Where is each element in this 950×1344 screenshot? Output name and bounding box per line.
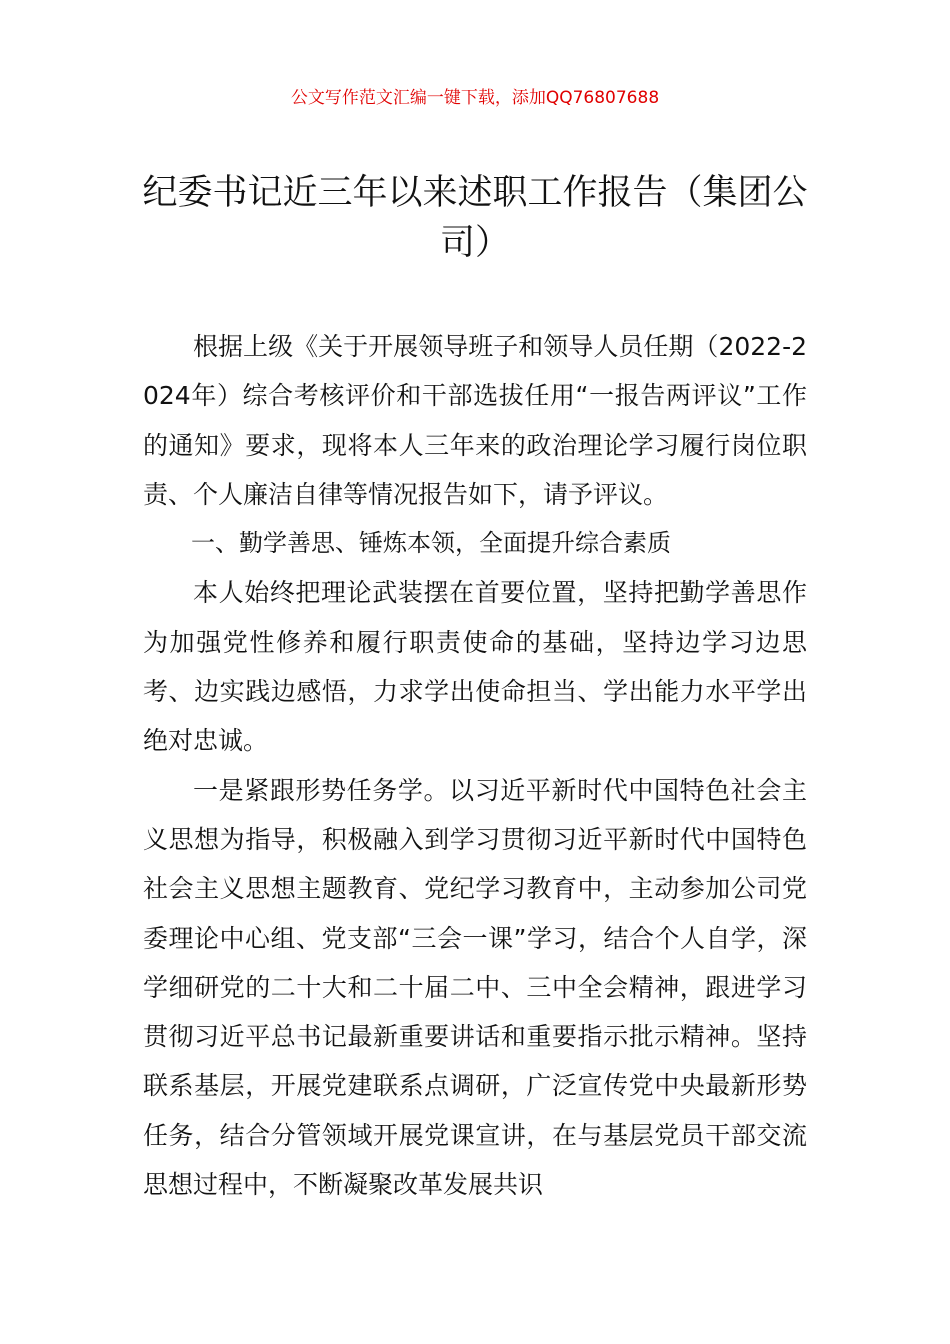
intro-paragraph: 根据上级《关于开展领导班子和领导人员任期（2022-2024年）综合考核评价和干部选拔任用“一报告两评议”工作的通知》要求，现将本人三年来的政治理论学习履行岗位职责、个人廉洁自律等情况报告如下，请予评议。: [143, 332, 807, 509]
download-watermark: 公文写作范文汇编一键下载，添加QQ76807688: [290, 88, 660, 108]
document-body: [143, 322, 807, 1209]
section-1-paragraph: 本人始终把理论武装摆在首要位置，坚持把勤学善思作为加强党性修养和履行职责使命的基础，坚持边学习边思考、边实践边感悟，力求学出使命担当、学出能力水平学出绝对忠诚。: [143, 578, 807, 756]
section-1-heading: 一、勤学善思、锤炼本领，全面提升综合素质: [191, 529, 671, 558]
document-title: 纪委书记近三年以来述职工作报告（集团公司）: [142, 173, 808, 263]
point-1-paragraph: 一是紧跟形势任务学。以习近平新时代中国特色社会主义思想为指导，积极融入到学习贯彻习近平新时代中国特色社会主义思想主题教育、党纪学习教育中，主动参加公司党委理论中心组、党支部“三会一课”学习，结合个人自学，深学细研党的二十大和二十届二中、三中全会精神，跟进学习贯彻习近平总书记最新重要讲话和重要指示批示精神。坚持联系基层，开展党建联系点调研，广泛宣传党中央最新形势任务，结合分管领域开展党课宣讲，在与基层党员干部交流思想过程中，不断凝聚改革发展共识: [143, 775, 807, 1200]
